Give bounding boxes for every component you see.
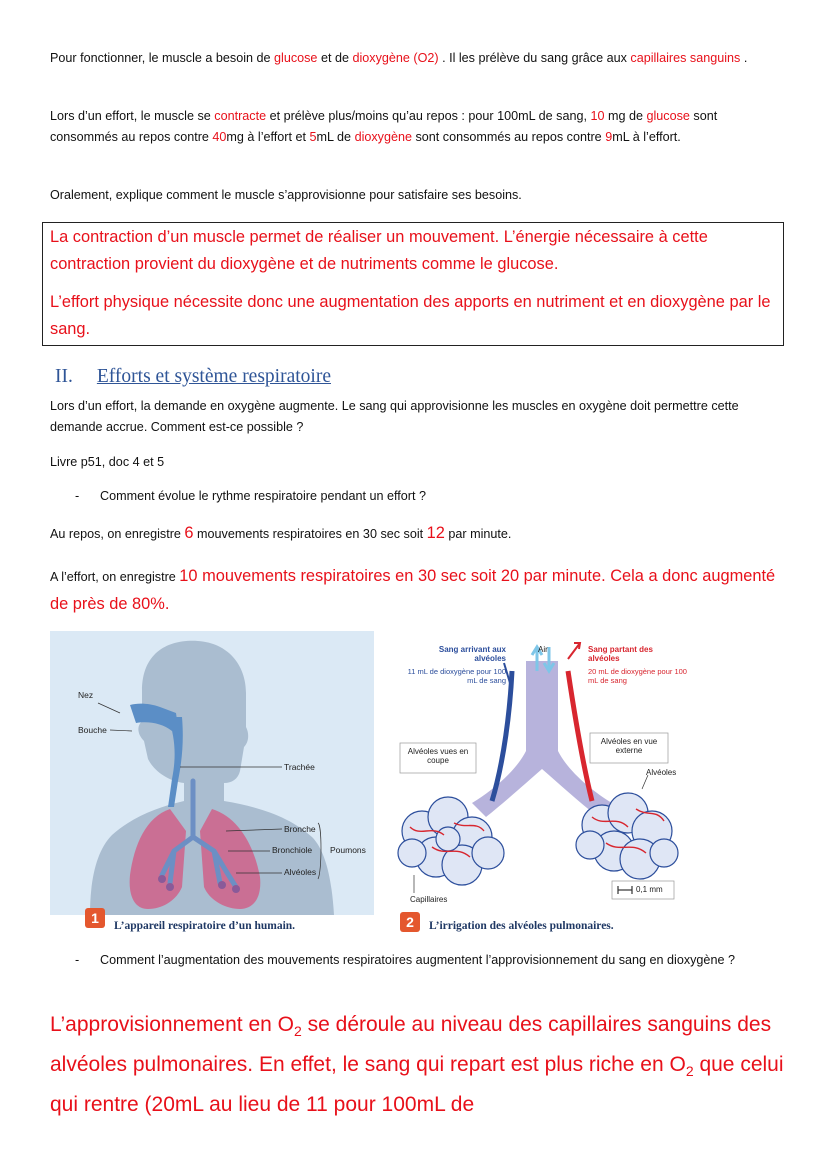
text: Pour fonctionner, le muscle a besoin de: [50, 51, 275, 65]
answer-line-2: L’effort physique nécessite donc une augmentation des apports en nutriment et en dioxygène par le sang.: [50, 293, 771, 338]
bullet-dash: -: [75, 489, 80, 503]
effort-paragraph: [50, 106, 780, 148]
label-bronche: Bronche: [284, 824, 316, 834]
highlight-capillaires: capillaires sanguins: [630, 51, 741, 65]
label-poumons: Poumons: [330, 845, 366, 855]
text: L’approvisionnement en O: [50, 1013, 294, 1036]
section-number: II.: [55, 366, 73, 387]
oral-question: Oralement, explique comment le muscle s’approvisionne pour satisfaire ses besoins.: [50, 188, 522, 202]
book-reference: Livre p51, doc 4 et 5: [50, 455, 165, 469]
section-intro: Lors d’un effort, la demande en oxygène augmente. Le sang qui approvisionne les muscles en oxygène doit permettre cette demande accrue. Comment est-ce possible ?: [50, 399, 739, 434]
text: mg de: [604, 109, 647, 123]
answer-line-1: La contraction d’un muscle permet de réaliser un mouvement. L’énergie nécessaire à cette contraction provient du dioxygène et de nutriments comme le glucose.: [50, 228, 708, 273]
highlight-contracte: contracte: [214, 109, 267, 123]
label-capillaires: Capillaires: [410, 895, 448, 904]
arriving-blood-title: Sang arrivant aux alvéoles: [438, 645, 506, 663]
text: que celui qui rentre (20mL au lieu de 11 pour 100mL de: [50, 1053, 784, 1117]
answer-box: [42, 222, 784, 346]
label-bouche: Bouche: [78, 725, 107, 735]
highlight-dioxygene: dioxygène: [354, 130, 412, 144]
intro-paragraph: [50, 48, 780, 69]
text: sont consommés au repos contre: [411, 130, 606, 144]
text: mg à l’effort et: [226, 130, 310, 144]
final-answer: [50, 1008, 790, 1121]
subscript: 2: [685, 1063, 694, 1080]
question-2: [75, 951, 755, 970]
question-1: [75, 487, 755, 506]
text: et prélève plus/moins qu’au repos : pour 100mL de sang,: [266, 109, 591, 123]
text: se déroule au niveau des capillaires sanguins des alvéoles pulmonaires. En effet, le sang qui repart est plus riche en O: [50, 1013, 772, 1077]
highlight-glucose: glucose: [646, 109, 690, 123]
label-trachee: Trachée: [284, 762, 315, 772]
figure-2-number: 2: [400, 912, 420, 932]
highlight-glucose: glucose: [274, 51, 318, 65]
text: mL de: [316, 130, 355, 144]
text: Au repos, on enregistre: [50, 527, 185, 541]
figure-2-caption: L’irrigation des alvéoles pulmonaires.: [429, 920, 614, 932]
section-heading: [55, 366, 331, 388]
text: et de: [317, 51, 353, 65]
subscript: 2: [294, 1023, 302, 1040]
text: Lors d’un effort, le muscle se: [50, 109, 215, 123]
question-2-text: Comment l’augmentation des mouvements respiratoires augmentent l’approvisionnement du sang en dioxygène ?: [100, 953, 735, 967]
text: A l’effort, on enregistre: [50, 570, 180, 584]
label-bronchiole: Bronchiole: [272, 845, 313, 855]
scale-bar-label: 0,1 mm: [636, 885, 663, 894]
label-alveoles-coupe: Alvéoles vues en coupe: [407, 747, 469, 765]
figure-alveoli-irrigation: [392, 631, 702, 935]
label-alveoles: Alvéoles: [284, 867, 317, 877]
text: sont consommés au repos contre: [50, 109, 718, 144]
effort-rate: [50, 563, 780, 619]
figure-respiratory-system: [50, 631, 374, 935]
value-6: 6: [184, 524, 194, 542]
leaving-blood-value: 20 mL de dioxygène pour 100 mL de sang: [588, 667, 687, 685]
bullet-dash: -: [75, 953, 80, 967]
label-alveoles-externe: Alvéoles en vue externe: [600, 737, 658, 755]
effort-answer: 10 mouvements respiratoires en 30 sec soit 20 par minute. Cela a donc augmenté de près de 80%.: [50, 567, 776, 613]
value-40: 40: [212, 130, 227, 144]
highlight-dioxygene: dioxygène (O2): [352, 51, 439, 65]
leaving-blood-title: Sang partant des alvéoles: [588, 645, 653, 663]
text: . Il les prélève du sang grâce aux: [438, 51, 631, 65]
question-1-text: Comment évolue le rythme respiratoire pendant un effort ?: [100, 489, 426, 503]
section-title: Efforts et système respiratoire: [96, 366, 331, 387]
value-5: 5: [309, 130, 317, 144]
figure-1-caption: L’appareil respiratoire d’un humain.: [114, 920, 296, 932]
arriving-blood-value: 11 mL de dioxygène pour 100 mL de sang: [407, 667, 506, 685]
text: .: [740, 51, 748, 65]
value-12: 12: [426, 524, 445, 542]
respiratory-system-illustration: [50, 631, 374, 915]
rest-rate: [50, 523, 780, 545]
text: mouvements respiratoires en 30 sec soit: [193, 527, 427, 541]
label-air: Air: [538, 645, 548, 654]
value-10: 10: [590, 109, 605, 123]
label-alveoles: Alvéoles: [646, 768, 677, 777]
text: mL à l’effort.: [612, 130, 681, 144]
figure-1-number: 1: [85, 908, 105, 928]
text: par minute.: [444, 527, 512, 541]
value-9: 9: [605, 130, 613, 144]
label-nez: Nez: [78, 690, 94, 700]
